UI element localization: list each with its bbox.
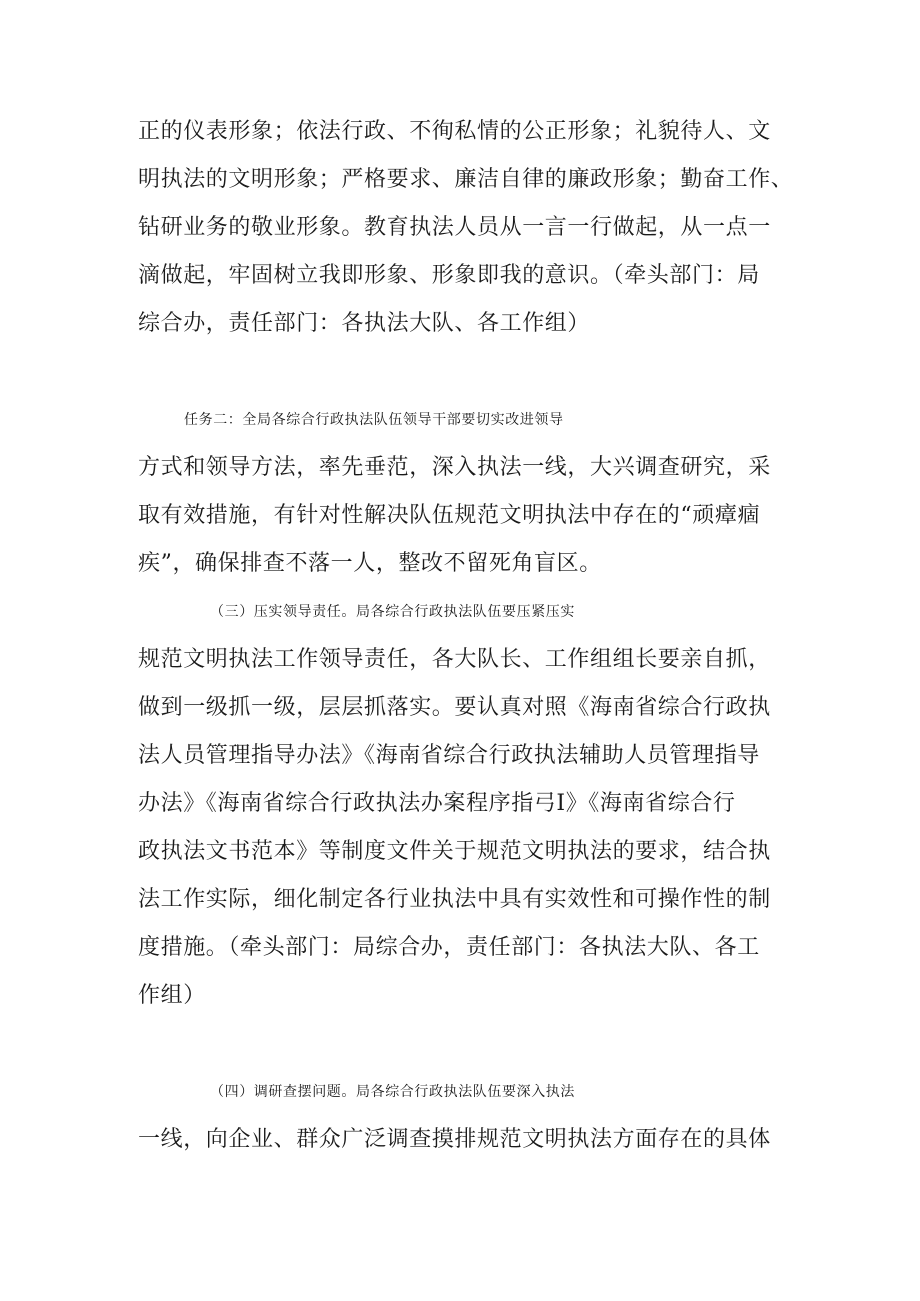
paragraph-1-line-1: 正的仪表形象；依法行政、不徇私情的公正形象；礼貌待人、文: [138, 119, 771, 144]
paragraph-3-line-9: 作组）: [138, 983, 206, 1008]
paragraph-1-line-5: 综合办，责任部门：各执法大队、各工作组）: [138, 311, 591, 336]
paragraph-3-line-3: 做到一级抓一级，层层抓落实。要认真对照《海南省综合行政执: [138, 695, 771, 720]
paragraph-3-line-7: 法工作实际，细化制定各行业执法中具有实效性和可操作性的制: [138, 887, 771, 912]
paragraph-1-line-3: 钻研业务的敬业形象。教育执法人员从一言一行做起，从一点一: [138, 215, 771, 240]
paragraph-3-line-8: 度措施。（牵头部门：局综合办，责任部门：各执法大队、各工: [138, 935, 760, 960]
paragraph-1-line-2: 明执法的文明形象；严格要求、廉洁自律的廉政形象；勤奋工作、: [138, 167, 794, 192]
paragraph-3-line-1: （三）压实领导责任。局各综合行政执法队伍要压紧压实: [210, 604, 575, 620]
paragraph-3-line-5: 办法》《海南省综合行政执法办案程序指弓I》《海南省综合行: [138, 791, 736, 816]
paragraph-1-line-4: 滴做起，牢固树立我即形象、形象即我的意识。（牵头部门：局: [138, 263, 760, 288]
paragraph-2-line-2: 方式和领导方法，率先垂范，深入执法一线，大兴调查研究，采: [138, 455, 771, 480]
paragraph-2-line-1: 任务二：全局各综合行政执法队伍领导干部要切实改进领导: [184, 412, 564, 428]
paragraph-3-line-2: 规范文明执法工作领导责任，各大队长、工作组组长要亲自抓，: [138, 647, 771, 672]
paragraph-4-line-1: （四）调研查摆问题。局各综合行政执法队伍要深入执法: [210, 1084, 575, 1100]
paragraph-3-line-4: 法人员管理指导办法》《海南省综合行政执法辅助人员管理指导: [138, 743, 760, 768]
paragraph-3-line-6: 政执法文书范本》等制度文件关于规范文明执法的要求，结合执: [138, 839, 771, 864]
paragraph-2-line-4: 疾”，确保排查不落一人，整改不留死角盲区。: [138, 551, 602, 576]
paragraph-4-line-2: 一线，向企业、群众广泛调查摸排规范文明执法方面存在的具体: [138, 1127, 771, 1152]
paragraph-2-line-3: 取有效措施，有针对性解决队伍规范文明执法中存在的“顽瘴痼: [138, 503, 761, 528]
